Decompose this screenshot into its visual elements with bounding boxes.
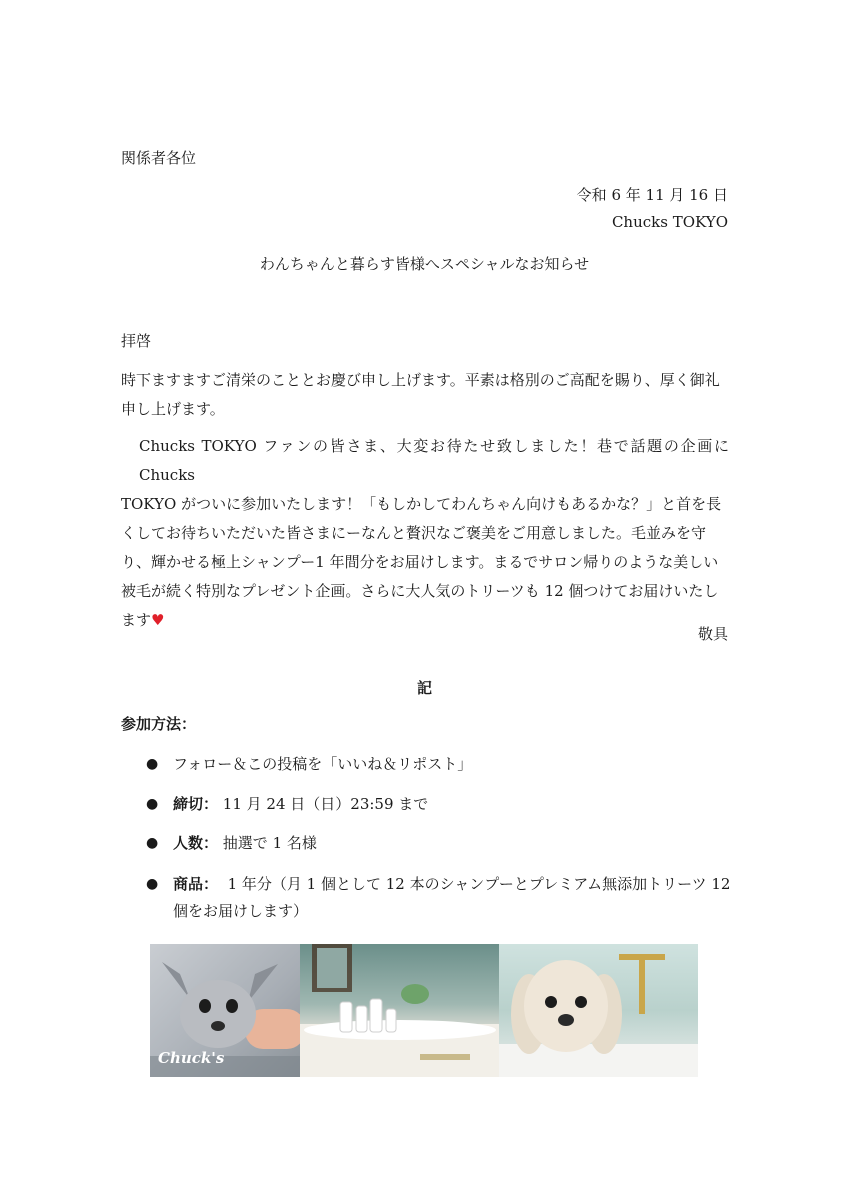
bullet-content [173, 794, 428, 814]
closing: 敬具 [697, 625, 728, 643]
chihuahua-bath-photo [150, 944, 300, 1077]
paragraph-1 [121, 366, 729, 424]
paragraph-2 [121, 432, 729, 635]
bullet-label: 締切： [173, 795, 219, 813]
bullet-dot: ● [146, 796, 159, 812]
bullet-label: 商品： [173, 875, 219, 893]
paragraph-2-line: 被毛が続く特別なプレゼント企画。さらに大人気のトリーツも 12 個つけてお届けいたし [121, 582, 719, 600]
shih-tzu-photo [499, 944, 698, 1077]
heart-icon: ♥ [151, 611, 165, 629]
bullet-content [173, 874, 730, 894]
bullet-dot: ● [146, 756, 159, 772]
document-date: 令和 6 年 11 月 16 日 [576, 186, 728, 204]
brand-logo: Chuck's [158, 1049, 225, 1067]
product-photos [150, 944, 698, 1077]
bullet-text: 11 月 24 日（日）23:59 まで [222, 795, 429, 813]
shih-tzu-illustration [499, 944, 698, 1077]
shampoo-bottles-photo [300, 944, 499, 1077]
paragraph-2-line: TOKYO がついに参加いたします！「もしかしてわんちゃん向けもあるかな？」と首を長 [121, 495, 722, 513]
paragraph-2-tail: ます [121, 611, 152, 629]
addressee: 関係者各位 [121, 149, 197, 167]
bullet-dot: ● [146, 835, 159, 851]
bullet-text: 抽選で 1 名様 [222, 834, 317, 852]
paragraph-2-line [121, 606, 729, 635]
paragraph-2-line: くしてお待ちいただいた皆さまにーなんと贅沢なご褒美をご用意しました。毛並みを守 [121, 524, 707, 542]
bathroom-illustration [300, 944, 499, 1077]
bullet-text-continued: 個をお届けします） [173, 902, 309, 920]
method-heading: 参加方法： [121, 715, 197, 733]
bullet-text: フォロー＆この投稿を「いいね＆リポスト」 [173, 755, 473, 773]
paragraph-2-line: り、輝かせる極上シャンプー1 年間分をお届けします。まるでサロン帰りのような美しい [121, 553, 719, 571]
bullet-text: 1 年分（月 1 個として 12 本のシャンプーとプレミアム無添加トリーツ 12 [227, 875, 731, 893]
paragraph-1-line: 申し上げます。 [121, 400, 225, 418]
paragraph-1-line: 時下ますますご清栄のこととお慶び申し上げます。平素は格別のご高配を賜り、厚く御礼 [121, 371, 720, 389]
bullet-label: 人数： [173, 834, 219, 852]
document-title: わんちゃんと暮らす皆様へスペシャルなお知らせ [259, 255, 590, 273]
sender-name: Chucks TOKYO [611, 213, 728, 231]
paragraph-2-line: Chucks TOKYO ファンの皆さま、大変お待たせ致しました！巷で話題の企画に Chucks [139, 437, 729, 484]
ki-heading: 記 [416, 679, 432, 697]
bullet-content [173, 833, 317, 853]
bullet-dot: ● [146, 876, 159, 892]
greeting: 拝啓 [121, 332, 152, 350]
